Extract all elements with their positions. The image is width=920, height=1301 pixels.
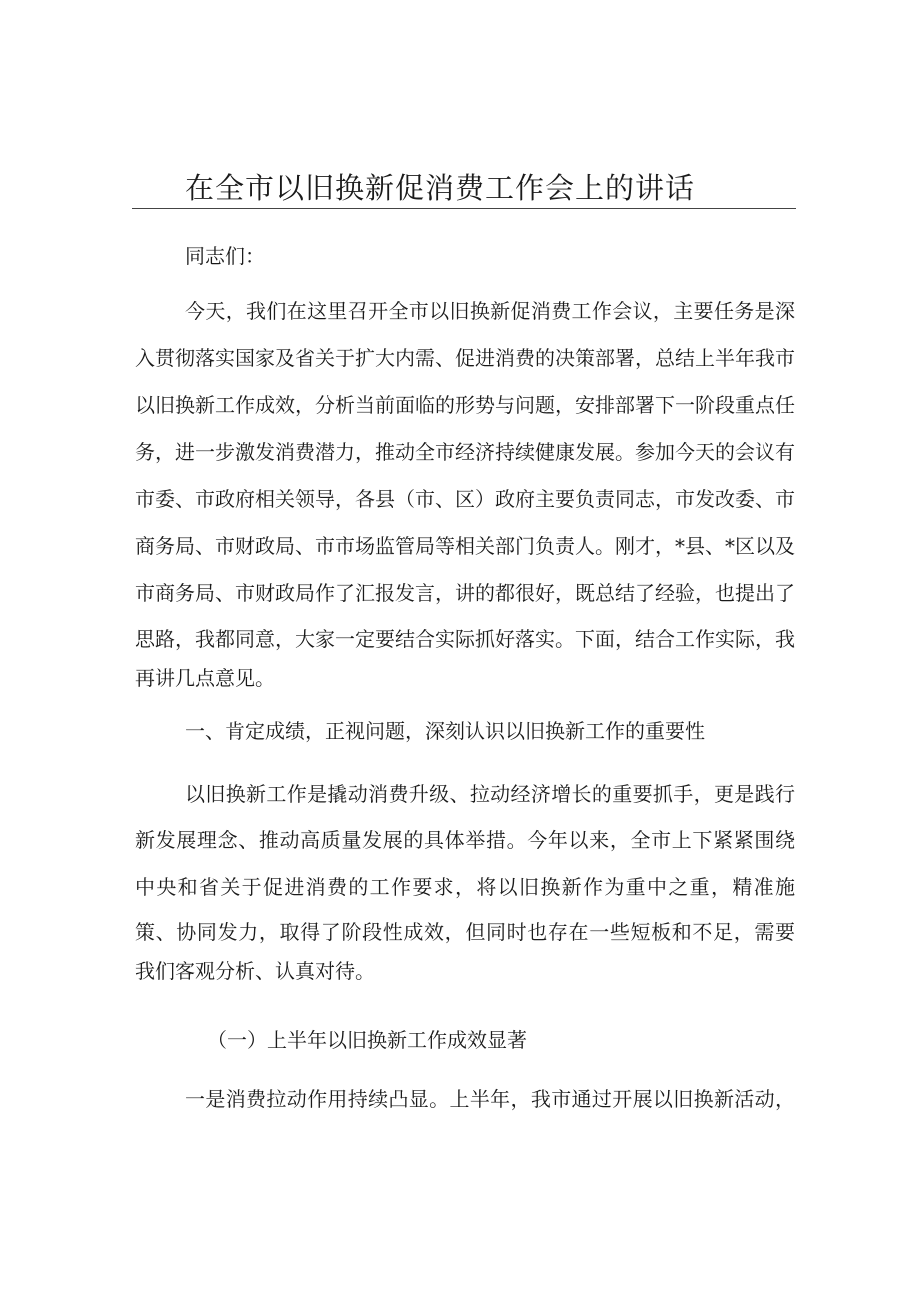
document-title: 在全市以旧换新促消费工作会上的讲话 (185, 171, 696, 205)
paragraph-line: 思路，我都同意，大家一定要结合实际抓好落实。下面，结合工作实际，我 (135, 627, 795, 651)
paragraph-line: 我们客观分析、认真对待。 (135, 959, 375, 983)
paragraph-line: 以旧换新工作成效，分析当前面临的形势与问题，安排部署下一阶段重点任 (135, 393, 795, 417)
subsection-heading: （一）上半年以旧换新工作成效显著 (207, 1028, 527, 1052)
paragraph-line: 中央和省关于促进消费的工作要求，将以旧换新作为重中之重，精准施 (135, 875, 795, 899)
paragraph-line: 市商务局、市财政局作了汇报发言，讲的都很好，既总结了经验，也提出了 (135, 581, 795, 605)
paragraph-line: 务，进一步激发消费潜力，推动全市经济持续健康发展。参加今天的会议有 (135, 440, 795, 464)
paragraph-line: 一是消费拉动作用持续凸显。上半年，我市通过开展以旧换新活动， (185, 1087, 795, 1111)
paragraph-line: 入贯彻落实国家及省关于扩大内需、促进消费的决策部署，总结上半年我市 (135, 346, 795, 370)
paragraph-line: 策、协同发力，取得了阶段性成效，但同时也存在一些短板和不足，需要 (135, 920, 795, 944)
paragraph-line: 市委、市政府相关领导，各县（市、区）政府主要负责同志，市发改委、市 (135, 487, 795, 511)
section-heading: 一、肯定成绩，正视问题，深刻认识以旧换新工作的重要性 (185, 719, 705, 743)
paragraph-line: 新发展理念、推动高质量发展的具体举措。今年以来，全市上下紧紧围绕 (135, 828, 795, 852)
salutation: 同志们： (185, 244, 265, 268)
paragraph-line: 商务局、市财政局、市市场监管局等相关部门负责人。刚才，*县、*区以及 (135, 534, 795, 558)
paragraph-line: 再讲几点意见。 (135, 666, 275, 690)
paragraph-line: 以旧换新工作是撬动消费升级、拉动经济增长的重要抓手，更是践行 (185, 782, 795, 806)
title-underline (132, 208, 796, 209)
paragraph-line: 今天，我们在这里召开全市以旧换新促消费工作会议，主要任务是深 (185, 299, 795, 323)
